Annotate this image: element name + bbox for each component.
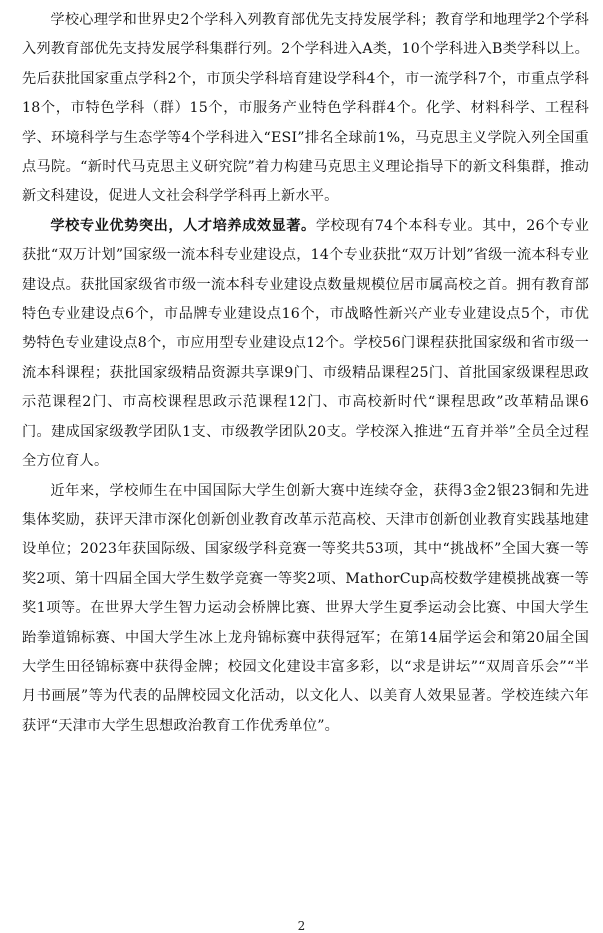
paragraph-text: 近年来，学校师生在中国国际大学生创新大赛中连续夺金，获得3金2银23铜和先进集体奖励，获评天津市深化创新创业教育改革示范高校、天津市创新创业教育实践基地建设单位；2023年获国际级、国家级学科竞赛一等奖共53项，其中“挑战杯”全国大赛一等奖2项、第十四届全国大学生数学竞赛一等奖2项、MathorCup高校数学建模挑战赛一等奖1项等。在世界大学生智力运动会桥牌比赛、世界大学生夏季运动会比赛、中国大学生跆拳道锦标赛、中国大学生冰上龙舟锦标赛中获得冠军；在第14届学运会和第20届全国大学生田径锦标赛中获得金牌；校园文化建设丰富多彩，以“求是讲坛”“双周音乐会”“半月书画展”等为代表的品牌校园文化活动，以文化人、以美育人效果显著。学校连续六年获评“天津市大学生思想政治教育工作优秀单位”。 [22, 482, 589, 734]
paragraph-text: 学校心理学和世界史2个学科入列教育部优先支持发展学科；教育学和地理学2个学科入列教育部优先支持发展学科集群行列。2个学科进入A类，10个学科进入B类学科以上。先后获批国家重点学科2个，市顶尖学科培育建设学科4个，市一流学科7个，市重点学科18个，市特色学科（群）15个，市服务产业特色学科群4个。化学、材料科学、工程科学、环境科学与生态学等4个学科进入“ESI”排名全球前1%，马克思主义学院入列全国重点马院。“新时代马克思主义研究院”着力构建马克思主义理论指导下的新文科集群，推动新文科建设，促进人文社会科学学科再上新水平。 [22, 12, 589, 205]
paragraph-achievements [22, 477, 589, 742]
paragraph-text: 学校现有74个本科专业。其中，26个专业获批“双万计划”国家级一流本科专业建设点，14个专业获批“双万计划”省级一流本科专业建设点。获批国家级省市级一流本科专业建设点数量规模位居市属高校之首。拥有教育部特色专业建设点6个，市品牌专业建设点16个，市战略性新兴产业专业建设点5个，市优势特色专业建设点8个，市应用型专业建设点12个。学校56门课程获批国家级和省市级一流本科课程；获批国家级精品资源共享课9门、市级精品课程25门、首批国家级课程思政示范课程2门、市高校课程思政示范课程12门、市高校新时代“课程思政”改革精品课6门。建成国家级教学团队1支、市级教学团队20支。学校深入推进“五育并举”全员全过程全方位育人。 [22, 217, 589, 470]
paragraph-disciplines [22, 6, 589, 212]
page-number: 2 [297, 919, 306, 933]
paragraph-majors [22, 212, 589, 477]
paragraph-lead: 学校专业优势突出，人才培养成效显著。 [50, 217, 316, 234]
